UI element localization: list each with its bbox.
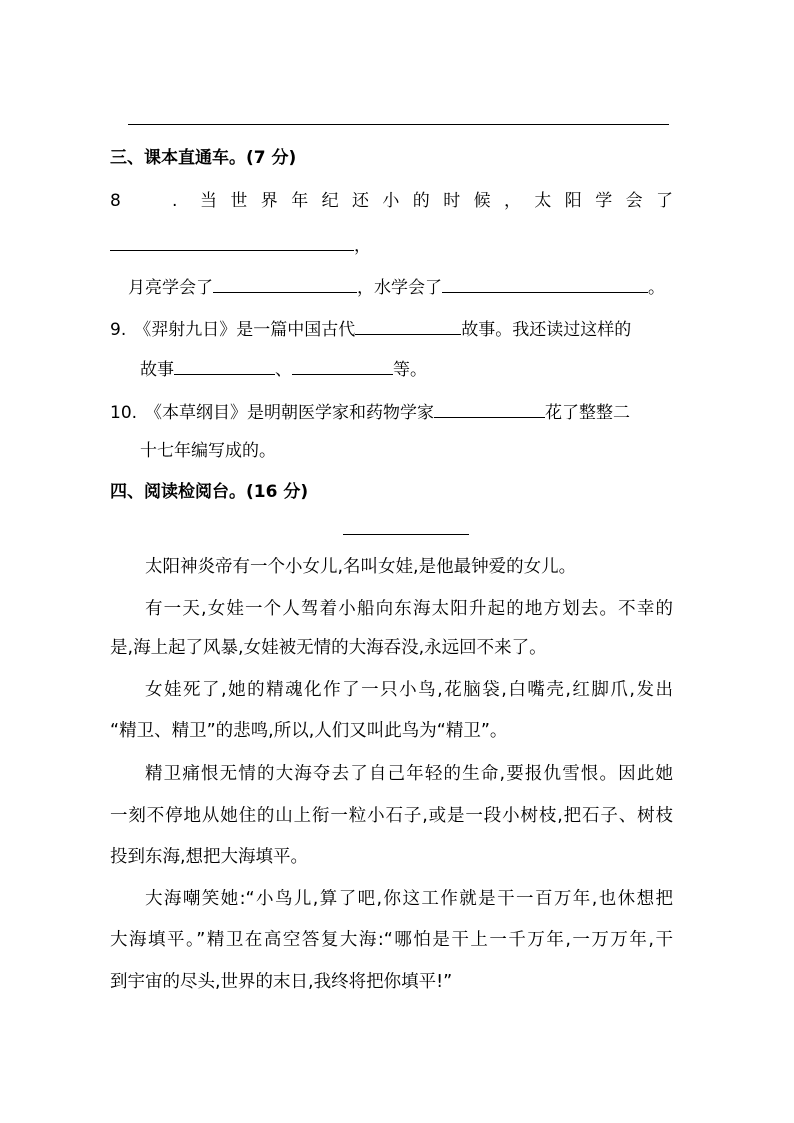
q9-line2-suffix: 等。 xyxy=(393,360,427,380)
passage-p3-line1: 女娃死了,她的精魂化作了一只小鸟,花脑袋,白嘴壳,红脚爪,发出 xyxy=(145,680,673,700)
q9-number: 9. xyxy=(110,320,127,340)
q9-line2-prefix: 故事 xyxy=(140,360,174,380)
passage-p5-line1: 大海嘲笑她:“小鸟儿,算了吧,你这工作就是干一百万年,也休想把 xyxy=(145,889,673,909)
q8-number: 8 xyxy=(110,191,121,211)
q9-blank-story1[interactable] xyxy=(174,356,275,375)
passage-p2-line1: 有一天,女娃一个人驾着小船向东海太阳升起的地方划去。不幸的 xyxy=(145,599,673,619)
q9-line2-sep: 、 xyxy=(275,360,292,380)
q9-line1-prefix: 《羿射九日》是一篇中国古代 xyxy=(134,320,356,340)
q10-line1-prefix: 《本草纲目》是明朝医学家和药物学家 xyxy=(145,403,435,423)
q10-line2: 十七年编写成的。 xyxy=(140,441,276,461)
answer-line-top xyxy=(128,124,669,125)
q8-end: 。 xyxy=(648,278,665,298)
q8-water-prefix: ，水学会了 xyxy=(357,278,442,298)
passage-p5-line2: 大海填平。”精卫在高空答复大海:“哪怕是干上一千万年,一万万年,干 xyxy=(110,930,673,950)
q8-blank-moon[interactable] xyxy=(213,274,357,293)
section4-title: 四、阅读检阅台。(16 分) xyxy=(110,482,309,502)
q9-line2 xyxy=(140,356,427,382)
q8-blank-sun[interactable] xyxy=(110,232,354,251)
passage-p4-line2: 一刻不停地从她住的山上衔一粒小石子,或是一段小树枝,把石子、树枝 xyxy=(110,806,673,826)
q8-line2-comma: ， xyxy=(354,236,371,256)
q10-line1-suffix: 花了整整二 xyxy=(545,403,631,423)
q10-line1 xyxy=(110,399,630,425)
q9-blank-story2[interactable] xyxy=(292,356,393,375)
passage-p1-line1: 太阳神炎帝有一个小女儿,名叫女娃,是他最钟爱的女儿。 xyxy=(145,557,577,577)
passage-p4-line3: 投到东海,想把大海填平。 xyxy=(110,847,309,867)
q8-moon-prefix: 月亮学会了 xyxy=(128,278,213,298)
q8-text: 当世界年纪还小的时候，太阳学会了 xyxy=(200,191,673,211)
passage-p5-line3: 到宇宙的尽头,世界的末日,我终将把你填平!” xyxy=(110,972,453,992)
passage-p4-line1: 精卫痛恨无情的大海夺去了自己年轻的生命,要报仇雪恨。因此她 xyxy=(145,764,673,784)
q9-line1-suffix: 故事。我还读过这样的 xyxy=(461,320,632,340)
passage-p3-line2: “精卫、精卫”的悲鸣,所以,人们又叫此鸟为“精卫”。 xyxy=(110,721,508,741)
q10-number: 10. xyxy=(110,403,138,423)
section3-title: 三、课本直通车。(7 分) xyxy=(110,148,297,168)
q8-line2 xyxy=(110,232,371,258)
q8-blank-water[interactable] xyxy=(442,274,648,293)
passage-title-blank[interactable] xyxy=(343,534,469,535)
q9-line1 xyxy=(110,316,631,342)
q8-dot: . xyxy=(172,191,178,211)
passage-p2-line2: 是,海上起了风暴,女娃被无情的大海吞没,永远回不来了。 xyxy=(110,638,547,658)
q10-blank-author[interactable] xyxy=(434,399,545,418)
q9-blank-genre[interactable] xyxy=(355,316,461,335)
q8-line3 xyxy=(128,274,665,300)
